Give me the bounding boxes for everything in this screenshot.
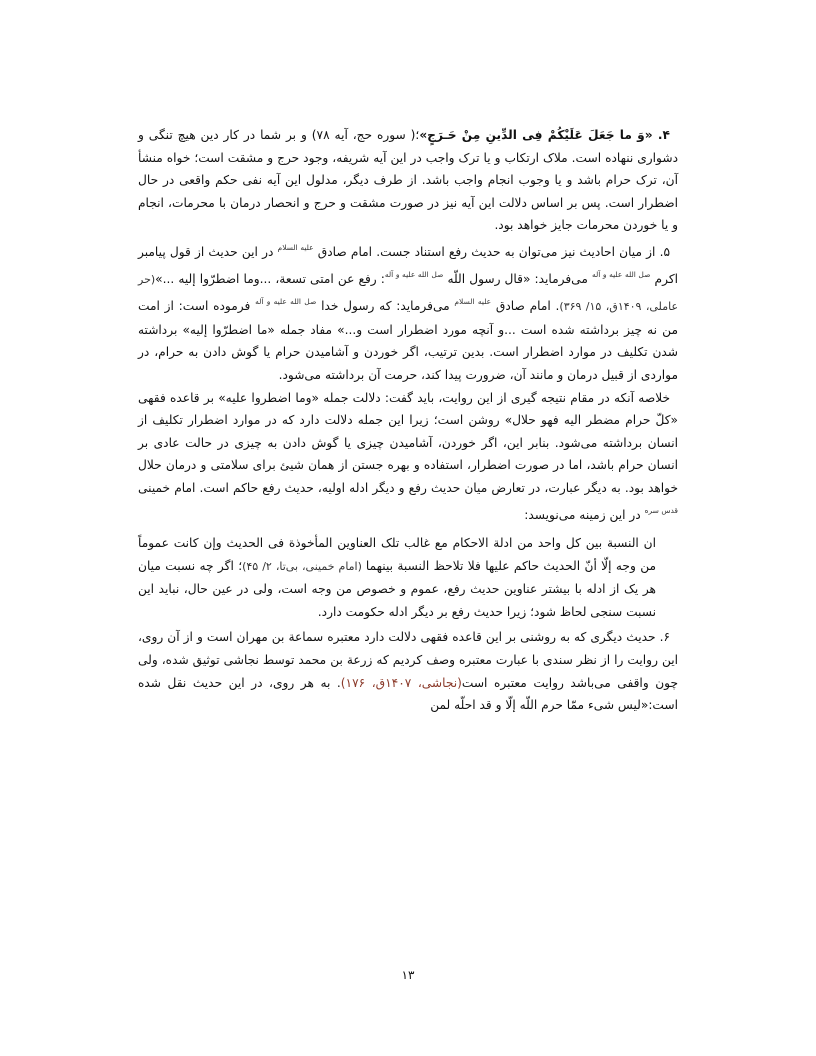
citation: (حر عاملی، ۱۴۰۹ق، ۱۵/ ۳۶۹) bbox=[138, 272, 679, 314]
quote-arabic: ان النسبة بین کل واحد من ادلة الاحکام مع غالب تلک العناوین المأخوذة فی الحدیث وإن کانت عموماً من وجه إلّا أنّ الحدیث حاکم علیها فلا تلاحظ النسبة بینهما bbox=[138, 536, 657, 573]
text-run: در این زمینه می‌نویسد: bbox=[524, 507, 645, 522]
honorific: علیه السلام bbox=[277, 242, 314, 252]
page-number: ۱۳ bbox=[401, 968, 415, 982]
page-body bbox=[138, 124, 678, 717]
honorific: صل الله علیه و آله bbox=[384, 269, 444, 279]
block-quote bbox=[138, 532, 656, 623]
verse-reference: ؛( سوره حج، آیه ۷۸) bbox=[311, 128, 420, 142]
quran-verse: «وَ ما جَعَلَ عَلَیْکُمْ فِی الدِّینِ مِنْ حَـرَجٍ» bbox=[419, 128, 653, 142]
text-run: خلاصه آنکه در مقام نتیجه گیری از این روایت، باید گفت: دلالت جمله «وما اضطروا علیه» بر قاعده فقهی «کلّ حرام مضطر الیه فهو حلال» روشن است؛ زیرا این جمله دلالت دارد که در موارد اضطرار تکلیف از انسان برداشته می‌شود. بنابر این، اگر خوردن، آشامیدن چیزی یا گوش دادن به چیزی در حالت عادی بر انسان حرام باشد، اما در صورت اضطرار، استفاده و بهره جستن از همان شیئ برای سلامتی و درمان حلال خواهد بود. به دیگر عبارت، در تعارض میان حدیث رفع و دیگر ادله اولیه، حدیث رفع حاکم است. امام خمینی bbox=[138, 390, 678, 495]
paragraph-text: و بر شما در کار دین هیچ تنگی و دشواری ننهاده است. ملاک ارتکاب و یا ترک واجب در این آیه شریفه، وجود حرج و مشقت است؛ خواه منشأ آن، ترک حرام باشد و یا وجوب انجام واجب باشد. از طرف دیگر، مدلول این آیه نفی حکم واقعی در حال اضطرار است. پس بر اساس دلالت این آیه نیز در صورت مشقت و حرج و انحصار درمان با محرمات، انجام و یا خوردن محرمات جایز خواهد بود. bbox=[138, 128, 678, 233]
text-run: : رفع عن امتی تسعة، ...وما اضطرّوا إلیه ...» bbox=[155, 271, 385, 286]
honorific: علیه السلام bbox=[454, 297, 492, 307]
honorific: صل الله علیه و آله bbox=[591, 269, 651, 279]
quote-translation: ؛ اگر چه نسبت میان هر یک از ادله با بیشتر عناوین حدیث رفع، عموم و خصوص من وجه است، ولی در عین حال، نباید این نسبت سنجی لحاظ شود؛ زیرا حدیث رفع بر دیگر ادله حکومت دارد. bbox=[138, 558, 656, 619]
text-run: می‌فرماید: «قال رسول اللّه bbox=[443, 271, 592, 286]
honorific: قدس سره bbox=[644, 505, 678, 515]
citation: (امام خمینی، بی‌تا، ۲/ ۴۵) bbox=[242, 559, 366, 573]
text-run: . به هر روی، در این حدیث نقل شده است:«لیس شیء ممّا حرم اللّه إلّا و قد احلّه لمن bbox=[138, 675, 678, 713]
text-run: ۵. از میان احادیث نیز می‌توان به حدیث رفع استناد جست. امام صادق bbox=[313, 244, 670, 259]
paragraph-number: ۴. bbox=[652, 128, 670, 142]
citation: (نجاشی، ۱۴۰۷ق، ۱۷۶) bbox=[340, 675, 462, 690]
text-run: فرموده است: از امت من نه چیز برداشته شده است ...و آنچه مورد اضطرار است و...» مفاد جمله «ما اضطرّوا إلیه» برداشته شدن تکلیف در موارد اضطرار است. بدین ترتیب، اگر خوردن و آشامیدن حرام یا گوش دادن به حرام، در مواردی از قبیل درمان و مانند آن، ضرورت پیدا کند، حرمت آن برداشته می‌شود. bbox=[138, 299, 678, 382]
honorific: صل الله علیه و آله bbox=[255, 297, 317, 307]
paragraph-hadith-samaa bbox=[138, 626, 678, 716]
text-run: ۶. حدیث دیگری که به روشنی بر این قاعده فقهی دلالت دارد معتبره سماعة بن مهران است و از آن روی، این روایت را از نظر سندی با عبارت معتبره وصف کردیم که زرعة بن محمد توسط نجاشی توثیق شده، ولی چون واقفی می‌باشد روایت معتبره است bbox=[138, 630, 679, 690]
paragraph-conclusion bbox=[138, 387, 678, 527]
paragraph-hadith-rafa bbox=[138, 237, 678, 387]
text-run: در این حدیث از قول پیامبر اکرم bbox=[138, 244, 679, 286]
text-run: . امام صادق bbox=[491, 299, 560, 314]
text-run: می‌فرماید: که رسول خدا bbox=[316, 299, 455, 314]
paragraph-quran-verse bbox=[138, 124, 678, 237]
